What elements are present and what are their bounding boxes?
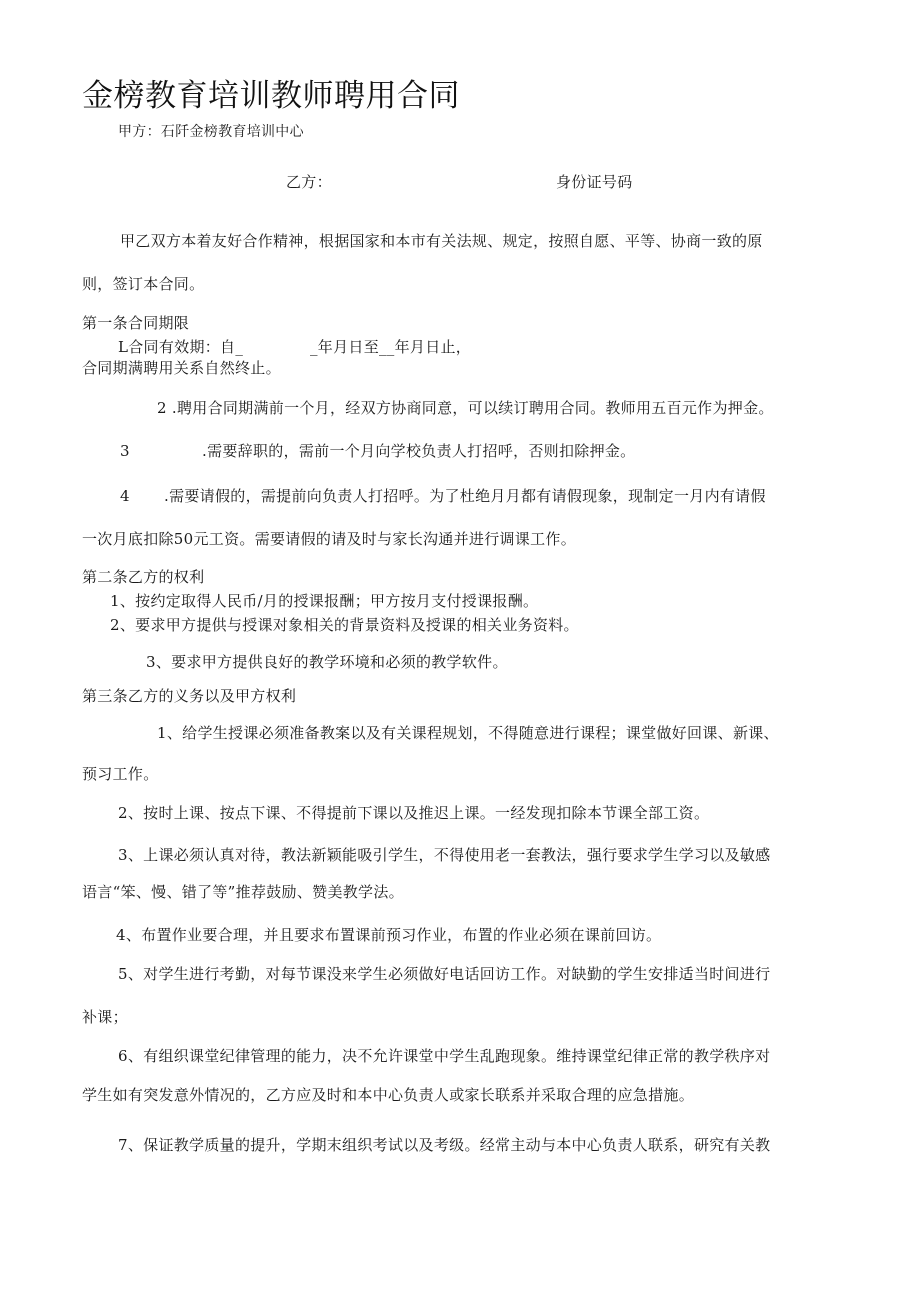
party-a-line: 甲方：石阡金榜教育培训中心 (118, 124, 304, 140)
article-3-item-4: 4、布置作业要合理，并且要求布置课前预习作业，布置的作业必须在课前回访。 (116, 926, 662, 944)
article-2-item-2: 2、要求甲方提供与授课对象相关的背景资料及授课的相关业务资料。 (110, 616, 579, 634)
article-1-item-4-text: .需要请假的，需提前向负责人打招呼。为了杜绝月月都有请假现象，现制定一月内有请假 (164, 487, 766, 505)
article-1-item-4-continued: 一次月底扣除50元工资。需要请假的请及时与家长沟通并进行调课工作。 (82, 530, 576, 548)
article-3-item-5-line-1: 5、对学生进行考勤，对每节课没来学生必须做好电话回访工作。对缺勤的学生安排适当时间进行 (118, 965, 771, 983)
document-title: 金榜教育培训教师聘用合同 (82, 78, 460, 114)
article-2-heading: 第二条乙方的权利 (82, 568, 205, 586)
article-3-item-1-line-1: 1、给学生授课必须准备教案以及有关课程规划，不得随意进行课程；课堂做好回课、新课、 (157, 724, 779, 742)
article-1-item-2: 2 .聘用合同期满前一个月，经双方协商同意，可以续订聘用合同。教师用五百元作为押金。 (157, 399, 774, 417)
article-1-item-3-text: .需要辞职的，需前一个月向学校负责人打招呼，否则扣除押金。 (202, 442, 636, 460)
article-3-item-7: 7、保证教学质量的提升，学期末组织考试以及考级。经常主动与本中心负责人联系，研究有关教 (118, 1136, 771, 1154)
intro-line-2: 则，签订本合同。 (82, 275, 205, 293)
article-3-item-3-line-1: 3、上课必须认真对待，教法新颖能吸引学生，不得使用老一套教法，强行要求学生学习以及敏感 (118, 846, 771, 864)
party-b-label: 乙方： (286, 173, 332, 191)
article-2-item-1: 1、按约定取得人民币/月的授课报酬；甲方按月支付授课报酬。 (110, 592, 539, 610)
article-3-item-3-line-2: 语言“笨、慢、错了等”推荐鼓励、赞美教学法。 (82, 883, 404, 901)
article-3-heading: 第三条乙方的义务以及甲方权利 (82, 687, 297, 705)
article-1-item-1b: _年月日至__年月日止， (310, 338, 472, 356)
article-1-item-1c: 合同期满聘用关系自然终止。 (82, 359, 281, 377)
intro-line-1: 甲乙双方本着友好合作精神，根据国家和本市有关法规、规定，按照自愿、平等、协商一致的原 (120, 232, 763, 250)
id-number-label: 身份证号码 (556, 173, 633, 191)
article-3-item-5-line-2: 补课； (82, 1008, 128, 1026)
article-3-item-6-line-2: 学生如有突发意外情况的，乙方应及时和本中心负责人或家长联系并采取合理的应急措施。 (82, 1086, 695, 1104)
article-3-item-2: 2、按时上课、按点下课、不得提前下课以及推迟上课。一经发现扣除本节课全部工资。 (118, 804, 710, 822)
article-3-item-1-line-2: 预习工作。 (82, 765, 159, 783)
article-3-item-6-line-1: 6、有组织课堂纪律管理的能力，决不允许课堂中学生乱跑现象。维持课堂纪律正常的教学秩序对 (118, 1047, 771, 1065)
article-1-item-3-number: 3 (120, 442, 130, 460)
article-1-item-1a: L合同有效期：自_ (118, 338, 244, 356)
article-2-item-3: 3、要求甲方提供良好的教学环境和必须的教学软件。 (146, 653, 508, 671)
article-1-heading: 第一条合同期限 (82, 314, 190, 332)
article-1-item-4-number: 4 (120, 487, 130, 505)
